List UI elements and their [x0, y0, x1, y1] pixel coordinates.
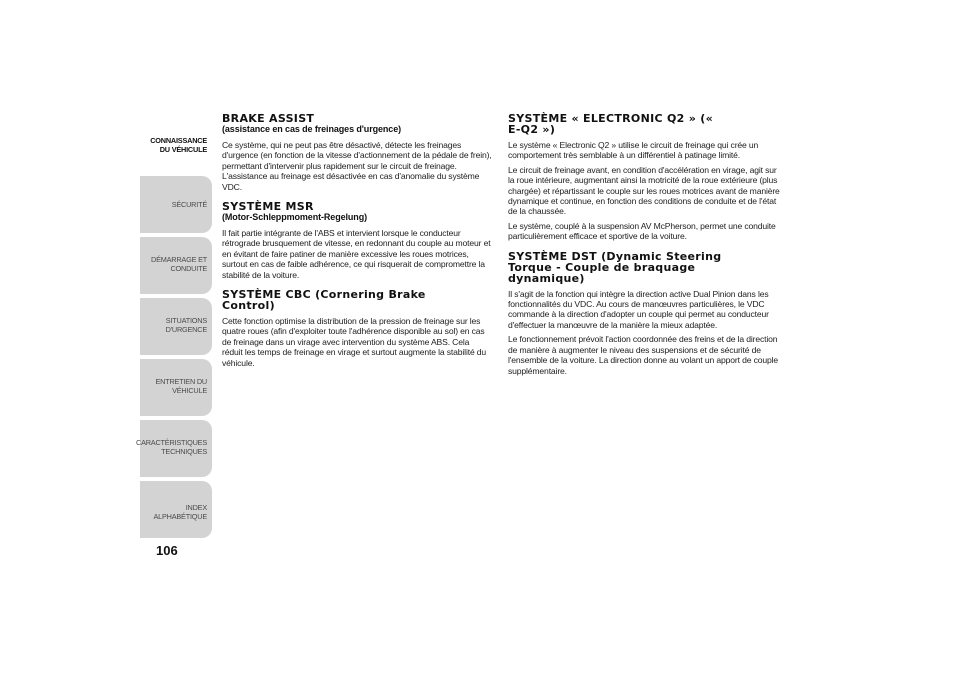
tab-label: ENTRETIEN DU VÉHICULE	[155, 377, 207, 395]
tab-securite[interactable]	[140, 176, 212, 233]
section-body: Ce système, qui ne peut pas être désactivé, détecte les freinages d'urgence (en fonction de la vitesse d'actionnement de la pédale de frein), permettant d'intervenir plus rapidement sur le circuit de freinage. L'assistance au freinage est désactivée en cas d'anomalie du système VDC.	[222, 140, 492, 192]
section-subtitle: (assistance en cas de freinages d'urgence)	[222, 124, 402, 134]
tab-connaissance-du-vehicule[interactable]	[140, 116, 212, 173]
section-body: Cette fonction optimise la distribution de la pression de freinage sur les quatre roues (afin d'exploiter toute l'adhérence disponible au sol) en cas de freinage dans un virage avec intervention du système ABS. Cela réduit les temps de freinage en virage et surtout augmente la stabilité du véhicule.	[222, 316, 487, 368]
left-column	[222, 113, 492, 377]
tab-label: SITUATIONS D'URGENCE	[165, 316, 207, 334]
section-msr	[222, 201, 492, 280]
section-paragraph: Il s'agit de la fonction qui intègre la direction active Dual Pinion dans les fonctionnalités du VDC. Au cours de manœuvres particulières, le VDC commande à la direction d'adopter un couple qui permet au conducteur d'effectuer la manœuvre de la manière la mieux adaptée.	[508, 288, 769, 330]
tab-caracteristiques-techniques[interactable]	[136, 420, 212, 477]
page-number: 106	[156, 543, 178, 558]
section-paragraph: Le fonctionnement prévoit l'action coordonnée des freins et de la direction de manière à augmenter le niveau des suspensions et de sécurité de l'ensemble de la voiture. La direction donne au volant un apport de couple supplémentaire.	[508, 334, 779, 376]
section-paragraph: Le circuit de freinage avant, en condition d'accélération en virage, agit sur la roue intérieure, augmentant ainsi la motricité de la roue extérieure (plus chargée) et répartissant le couple sur les roues motrices avant de manière dynamique et continue, en fonction des conditions de conduite et de l'état de la chaussée.	[508, 164, 780, 217]
section-paragraph: Le système, couplé à la suspension AV McPherson, permet une conduite particulièrement efficace et sportive de la voiture.	[508, 220, 776, 242]
tab-label: DÉMARRAGE ET CONDUITE	[151, 255, 207, 273]
section-title: SYSTÈME CBC (Cornering Brake Control)	[222, 288, 426, 313]
tab-index-alphabetique[interactable]	[140, 481, 212, 538]
right-column	[508, 113, 784, 385]
tab-entretien-du-vehicule[interactable]	[140, 359, 212, 416]
section-title: BRAKE ASSIST	[222, 112, 315, 125]
section-electronic-q2	[508, 113, 784, 242]
section-dst	[508, 251, 784, 376]
tab-label: SÉCURITÉ	[171, 200, 207, 209]
section-title: SYSTÈME DST (Dynamic Steering Torque - Couple de braquage dynamique)	[508, 249, 722, 285]
section-paragraph: Le système « Electronic Q2 » utilise le circuit de freinage qui crée un comportement très semblable à un différentiel à patinage limité.	[508, 140, 759, 161]
tab-label: CARACTÉRISTIQUES TECHNIQUES	[136, 438, 207, 456]
tab-label: CONNAISSANCE DU VÉHICULE	[150, 136, 207, 154]
tab-label: INDEX ALPHABÉTIQUE	[153, 503, 207, 521]
section-brake-assist	[222, 113, 492, 192]
section-title: SYSTÈME « ELECTRONIC Q2 » (« E-Q2 »)	[508, 112, 713, 136]
section-cbc	[222, 289, 492, 368]
section-title: SYSTÈME MSR	[222, 200, 314, 214]
section-subtitle: (Motor-Schleppmoment-Regelung)	[222, 212, 367, 223]
tab-demarrage-et-conduite[interactable]	[140, 237, 212, 294]
section-body: Il fait partie intégrante de l'ABS et intervient lorsque le conducteur rétrograde brusquement de vitesse, en redonnant du couple au moteur et en évitant de faire patiner de manière excessive les roues motrices, surtout en cas de faible adhérence, ce qui risquerait de compromettre la stabilité de la voiture.	[222, 228, 491, 280]
tab-situations-d-urgence[interactable]	[140, 298, 212, 355]
